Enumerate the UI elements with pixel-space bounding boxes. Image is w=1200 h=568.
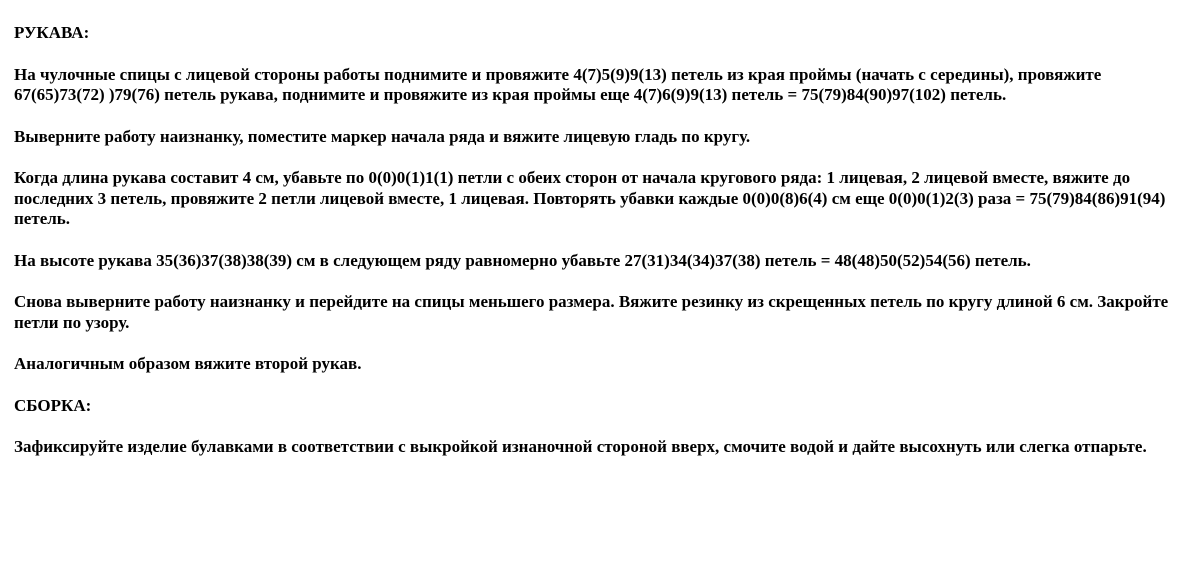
section-heading-assembly: СБОРКА: [14,395,92,415]
paragraph-turn-work: Выверните работу наизнанку, поместите маркер начала ряда и вяжите лицевую гладь по кругу. [14,126,751,146]
section-heading-sleeves: РУКАВА: [14,23,90,42]
paragraph-even-decrease: На высоте рукава 35(36)37(38)38(39) см в следующем ряду равномерно убавьте 27(31)34(34)37(38) петель = 48(48)50(52)54(56) петель. [14,250,1031,270]
instructions-document [14,23,1174,479]
paragraph-blocking: Зафиксируйте изделие булавками в соответствии с выкройкой изнаночной стороной вверх, смочите водой и дайте высохнуть или слегка отпарьте. [14,437,1147,456]
paragraph-second-sleeve: Аналогичным образом вяжите второй рукав. [14,354,362,373]
paragraph-pick-up-stitches: На чулочные спицы с лицевой стороны работы поднимите и провяжите 4(7)5(9)9(13) петель из края проймы (начать с середины), провяжите 67(65)73(72) )79(76) петель рукава, поднимите и провяжите из края проймы еще 4(7)6(9)9(13) петель = 75(79)84(90)97(102) петель. [14,64,1102,104]
paragraph-rib-cuff: Снова выверните работу наизнанку и перейдите на спицы меньшего размера. Вяжите резинку из скрещенных петель по кругу длиной 6 см. Закройте петли по узору. [14,292,1169,332]
paragraph-decreases: Когда длина рукава составит 4 см, убавьте по 0(0)0(1)1(1) петли с обеих сторон от начала кругового ряда: 1 лицевая, 2 лицевой вместе, вяжите до последних 3 петель, провяжите 2 петли лицевой вместе, 1 лицевая. Повторять убавки каждые 0(0)0(8)6(4) см еще 0(0)0(1)2(3) раза = 75(79)84(86)91(94) петель. [14,168,1166,228]
